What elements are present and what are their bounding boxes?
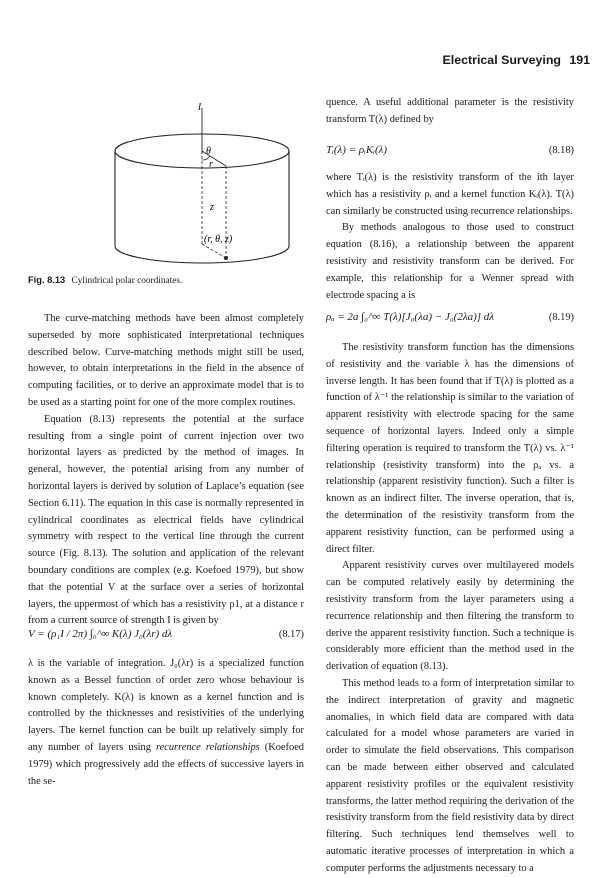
label-r: r <box>209 159 213 170</box>
figure-caption <box>28 275 182 286</box>
caption-text: Cylindrical polar coordinates. <box>71 276 183 286</box>
italic-term: recurrence relationships <box>155 741 260 753</box>
right-column-middle <box>326 170 574 304</box>
label-point-coords: (r, θ, z) <box>204 234 233 245</box>
label-z: z <box>210 202 214 213</box>
paragraph: By methods analogous to those used to construct equation (8.16), a relationship between the apparent resistivity and resistivity transform can be derived. For example, this relationship for a Wenner spread with electrode spacing a is <box>326 222 574 301</box>
paragraph: where Tᵢ(λ) is the resistivity transform of the ith layer which has a resistivity ρᵢ and a kernel function Kᵢ(λ). T(λ) can similarly be constructed using recurrence relationships. <box>326 172 574 217</box>
paragraph: Apparent resistivity curves over multilayered models can be computed relatively easily by determining the resistivity transform from the layer parameters using a recurrence relationship and then filtering the transform to derive the apparent resistivity function. Such a technique is considerably more efficient than the method used in the derivation of equation (8.13). <box>326 560 574 673</box>
paragraph: λ is the variable of integration. J₀(λr) is a specialized function known as a Bessel function of order zero whose behaviour is known completely. K(λ) is known as a kernel function and is controlled by the thicknesses and resistivities of the underlying layers. The kernel function can be built up relatively simply for any number of layers using recurrence relationships (Koefoed 1979) which progressively add the effects of successive layers in the se- <box>28 658 304 787</box>
left-column-upper <box>28 311 304 630</box>
running-title: Electrical Surveying <box>442 53 561 67</box>
equation-body: ρₐ = 2a ∫₀^∞ T(λ)[J₀(λa) − J₀(2λa)] dλ <box>326 311 495 323</box>
paragraph: This method leads to a form of interpretation similar to the indirect interpretation of gravity and magnetic anomalies, in which field data are compared with data calculated for a model whose parameters are varied in order to simulate the field observations. This comparison can be made between either observed and calculated apparent resistivity profiles or the equivalent resistivity transforms, the latter method requiring the derivation of the resistivity transform from the field resistivity data by direct filtering. Such techniques lend themselves well to automatic iterative processes of interpretation in which a computer performs the adjustments necessary to a <box>326 677 574 874</box>
cylinder-figure <box>108 96 308 271</box>
left-column-lower <box>28 656 304 790</box>
caption-label: Fig. 8.13 <box>28 275 66 285</box>
label-theta: θ <box>206 146 211 157</box>
label-l: l <box>198 101 202 113</box>
paragraph: The resistivity transform function has the dimensions of resistivity and the variable λ has the dimensions of inverse length. It has been found that if T(λ) is plotted as a function of λ⁻¹ the relationship is similar to the variation of apparent resistivity with electrode spacing for the same sequence of horizontal layers. Indeed only a simple filtering operation is required to transform the T(λ) vs. λ⁻¹ relationship (resistivity transform) into the ρₐ vs. a relationship (apparent resistivity function). Such a filter is known as an indirect filter. The inverse operation, that is, the determination of the resistivity transform from the apparent resistivity function, can be performed using a direct filter. <box>326 342 574 555</box>
base-radius-line <box>202 244 226 258</box>
equation-8-17 <box>28 622 304 646</box>
equation-number: (8.18) <box>548 144 574 156</box>
page-header <box>0 0 613 76</box>
paragraph: Equation (8.13) represents the potential at the surface resulting from a single point of current injection over two horizontal layers as predicted by the method of images. In general, however, the potential arising from any number of horizontal layers is derived by solution of Laplace’s equation (see Section 6.11). The equation in this case is normally represented in cylindrical coordinates as electrical fields have cylindrical symmetry with respect to the vertical line through the current source (Fig. 8.13). The solution and application of the relevant boundary conditions are complex (e.g. Koefoed 1979), but show that the potential V at the surface over a series of horizontal layers, the uppermost of which has a resistivity ρ1, at a distance r from a current source of strength I is given by <box>28 413 304 627</box>
paragraph: The curve-matching methods have been almost completely superseded by more sophisticated interpretational techniques described below. Curve-matching methods might still be used, however, to obtain interpretations in the field in the absence of computing facilities, or to derive an approximate model that is to be used as a starting point for one of the more complex routines. <box>28 313 304 408</box>
page-number: 191 <box>569 53 590 67</box>
right-column-intro <box>326 95 574 129</box>
paragraph: quence. A useful additional parameter is the resistivity transform T(λ) defined by <box>326 97 574 125</box>
equation-body: V = (ρ₁I / 2π) ∫₀^∞ K(λ) J₀(λr) dλ <box>28 628 173 640</box>
equation-body: Tᵢ(λ) = ρᵢKᵢ(λ) <box>326 144 388 156</box>
equation-8-19 <box>326 306 574 328</box>
bottom-arc <box>115 246 289 263</box>
equation-number: (8.19) <box>548 311 574 323</box>
equation-number: (8.17) <box>278 628 304 640</box>
point-marker <box>224 256 228 260</box>
equation-8-18 <box>326 140 574 160</box>
right-column-lower <box>326 340 574 878</box>
